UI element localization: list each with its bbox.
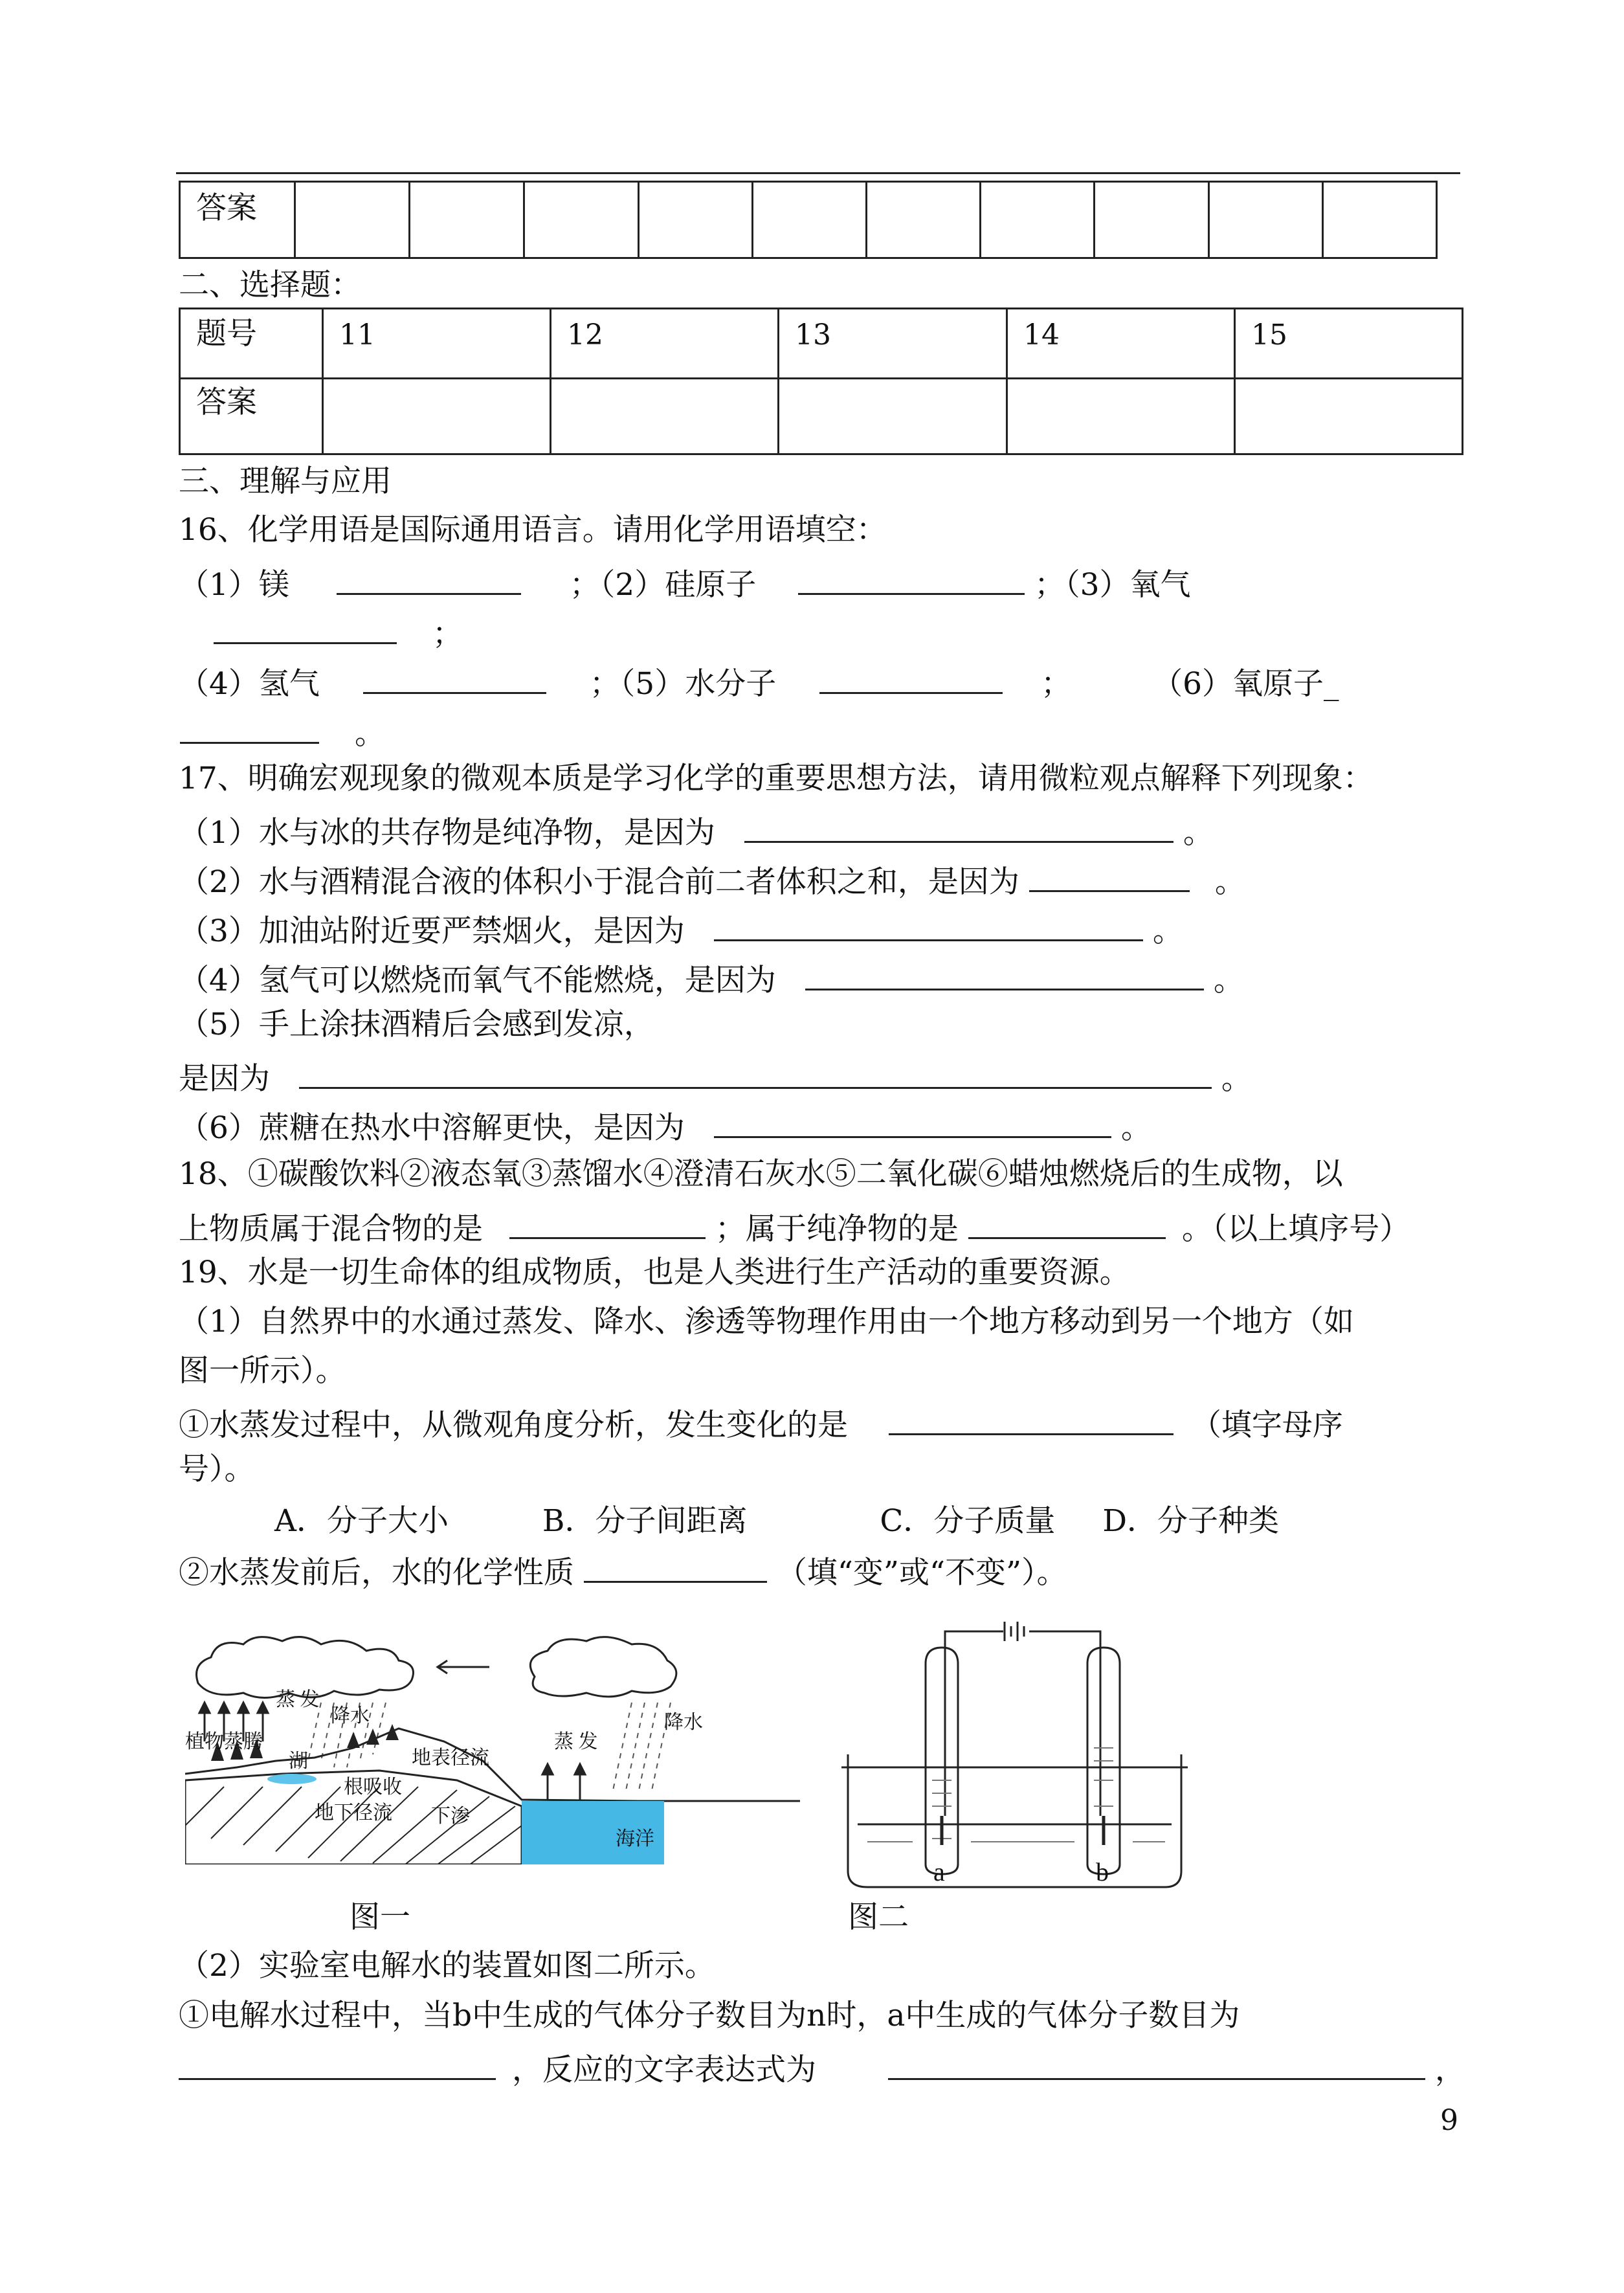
q19-blank-3[interactable] bbox=[179, 2050, 496, 2080]
q19-s3c: ， bbox=[1434, 2052, 1465, 2088]
q17-line-5: （5）手上涂抹酒精后会感到发凉， bbox=[179, 1007, 654, 1042]
answer-cell[interactable] bbox=[867, 182, 981, 258]
answer-cell[interactable] bbox=[1095, 182, 1209, 258]
q17-period: 。 bbox=[1221, 1061, 1252, 1097]
q16-part-4: （4）氢气 bbox=[179, 666, 320, 702]
q17-blank-5[interactable] bbox=[299, 1058, 1212, 1089]
answer-cell[interactable] bbox=[295, 182, 410, 258]
page-number: 9 bbox=[1440, 2104, 1458, 2137]
q17-blank-4[interactable] bbox=[805, 960, 1204, 990]
option-d: D．分子种类 bbox=[1102, 1503, 1280, 1539]
q17-blank-1[interactable] bbox=[744, 812, 1174, 843]
q17-period: 。 bbox=[1213, 963, 1244, 998]
q19-s2-line bbox=[179, 1552, 1067, 1591]
figure-electrolysis bbox=[841, 1618, 1191, 1890]
q18-line-2 bbox=[179, 1209, 1410, 1247]
q19-s2a: ②水蒸发前后，水的化学性质 bbox=[179, 1555, 574, 1591]
q19-stem: 19、水是一切生命体的组成物质，也是人类进行生产活动的重要资源。 bbox=[179, 1255, 1130, 1290]
figure-1-caption: 图一 bbox=[350, 1899, 410, 1935]
answer-cell[interactable] bbox=[981, 182, 1095, 258]
q18-part-c: 。（以上填序号） bbox=[1181, 1211, 1410, 1247]
answer-cell[interactable] bbox=[1209, 182, 1323, 258]
q18-blank-1[interactable] bbox=[509, 1209, 706, 1239]
q19-s1c: 号）。 bbox=[179, 1451, 255, 1487]
q18-line-1: 18、①碳酸饮料②液态氧③蒸馏水④澄清石灰水⑤二氧化碳⑥蜡烛燃烧后的生成物，以 bbox=[179, 1156, 1343, 1192]
option-b: B．分子间距离 bbox=[542, 1503, 748, 1539]
q17-part-4: （4）氢气可以燃烧而氧气不能燃烧，是因为 bbox=[179, 963, 776, 998]
answer-table-1 bbox=[179, 181, 1438, 259]
q17-line-6 bbox=[179, 1058, 1252, 1097]
q19-blank-4[interactable] bbox=[888, 2050, 1425, 2080]
top-rule bbox=[176, 172, 1460, 174]
lake bbox=[267, 1774, 317, 1784]
q17-blank-2[interactable] bbox=[1029, 862, 1190, 892]
answer-cell[interactable] bbox=[753, 182, 867, 258]
q16-line-1 bbox=[179, 565, 1191, 603]
q16-blank-3[interactable] bbox=[214, 614, 397, 644]
q17-period: 。 bbox=[1120, 1110, 1151, 1146]
q17-part-1: （1）水与冰的共存物是纯净物，是因为 bbox=[179, 815, 715, 851]
answer-cell[interactable] bbox=[323, 379, 551, 454]
label-evaporation: 蒸 发 bbox=[276, 1689, 320, 1710]
q19-p1-line-1: （1）自然界中的水通过蒸发、降水、渗透等物理作用由一个地方移动到另一个地方（如 bbox=[179, 1304, 1354, 1339]
q18-blank-2[interactable] bbox=[968, 1209, 1166, 1239]
label-ground-runoff: 地下径流 bbox=[315, 1802, 392, 1824]
answer-cell[interactable] bbox=[410, 182, 524, 258]
q17-line-7 bbox=[179, 1108, 1151, 1146]
q19-s3-line-2 bbox=[179, 2050, 1465, 2088]
q17-period: 。 bbox=[1152, 913, 1183, 949]
q19-p1-line-2: 图一所示）。 bbox=[179, 1353, 346, 1389]
q16-part-6: ； bbox=[1041, 666, 1072, 702]
q17-line-3 bbox=[179, 911, 1183, 949]
q16-blank-6[interactable] bbox=[180, 713, 319, 744]
question-number: 11 bbox=[323, 309, 551, 379]
answer-table-2 bbox=[179, 308, 1463, 455]
question-number: 13 bbox=[779, 309, 1007, 379]
label-surface-runoff: 地表径流 bbox=[412, 1747, 489, 1769]
q17-period: 。 bbox=[1214, 864, 1245, 900]
tube-label-a: a bbox=[933, 1857, 945, 1886]
q19-s2b: （填“变”或“不变”）。 bbox=[776, 1555, 1067, 1591]
q17-part-5b: 是因为 bbox=[179, 1061, 270, 1097]
q16-line-4 bbox=[180, 713, 385, 752]
q19-s1a: ①水蒸发过程中，从微观角度分析，发生变化的是 bbox=[179, 1407, 848, 1443]
q18-part-b: ；属于纯净物的是 bbox=[715, 1211, 959, 1247]
q16-part-3: ；（3）氧气 bbox=[1034, 567, 1191, 603]
option-a: A．分子大小 bbox=[274, 1503, 449, 1539]
q18-part-a: 上物质属于混合物的是 bbox=[179, 1211, 483, 1247]
label-ocean: 海洋 bbox=[616, 1828, 654, 1850]
q17-part-3: （3）加油站附近要严禁烟火，是因为 bbox=[179, 913, 685, 949]
label-precipitation: 降水 bbox=[331, 1705, 370, 1727]
figure-water-cycle bbox=[185, 1631, 800, 1864]
q16-blank-1[interactable] bbox=[337, 565, 521, 595]
q16-blank-5[interactable] bbox=[819, 664, 1003, 694]
answer-cell[interactable] bbox=[639, 182, 753, 258]
label-root-absorption: 根吸收 bbox=[344, 1776, 402, 1798]
q17-line-4 bbox=[179, 960, 1244, 996]
q16-end: 。 bbox=[354, 716, 385, 752]
q16-blank-2[interactable] bbox=[798, 565, 1025, 595]
q16-part-3-end: ； bbox=[432, 616, 463, 652]
q19-s1b: （填字母序 bbox=[1190, 1407, 1343, 1443]
q19-s3b: ，反应的文字表达式为 bbox=[511, 2052, 816, 2088]
q16-part-2: ；（2）硅原子 bbox=[569, 567, 757, 603]
question-number: 14 bbox=[1007, 309, 1235, 379]
label-precipitation-2: 降水 bbox=[664, 1712, 703, 1733]
q19-p2: （2）实验室电解水的装置如图二所示。 bbox=[179, 1948, 715, 1984]
label-lake: 湖 bbox=[289, 1751, 308, 1772]
answer-label: 答案 bbox=[180, 379, 323, 454]
question-number: 12 bbox=[551, 309, 779, 379]
label-evaporation-2: 蒸 发 bbox=[554, 1731, 598, 1752]
q17-part-2: （2）水与酒精混合液的体积小于混合前二者体积之和，是因为 bbox=[179, 864, 1019, 900]
question-number-label: 题号 bbox=[180, 309, 323, 379]
q16-line-3 bbox=[179, 664, 1339, 702]
q17-line-2 bbox=[179, 862, 1245, 900]
figure-2-caption: 图二 bbox=[848, 1899, 909, 1935]
section-3-title: 三、理解与应用 bbox=[179, 464, 392, 499]
q16-part-6b: （6）氧原子_ bbox=[1152, 666, 1339, 702]
q17-stem: 17、明确宏观现象的微观本质是学习化学的重要思想方法，请用微粒观点解释下列现象： bbox=[179, 761, 1374, 796]
q17-part-6: （6）蔗糖在热水中溶解更快，是因为 bbox=[179, 1110, 685, 1146]
q17-blank-6[interactable] bbox=[714, 1108, 1111, 1138]
question-number: 15 bbox=[1235, 309, 1463, 379]
q19-s3-line-1: ①电解水过程中，当b中生成的气体分子数目为n时，a中生成的气体分子数目为 bbox=[179, 1998, 1240, 2033]
label-transpiration: 植物蒸腾 bbox=[185, 1731, 263, 1752]
label-infiltration: 下渗 bbox=[431, 1806, 470, 1827]
q19-s1-line bbox=[179, 1405, 1343, 1443]
answer-row-label: 答案 bbox=[180, 182, 295, 258]
answer-cell[interactable] bbox=[1323, 182, 1437, 258]
q16-blank-4[interactable] bbox=[363, 664, 546, 694]
answer-cell[interactable] bbox=[779, 379, 1007, 454]
q16-part-1: （1）镁 bbox=[179, 567, 289, 603]
q19-options bbox=[274, 1503, 1280, 1539]
q17-period: 。 bbox=[1183, 815, 1214, 851]
answer-cell[interactable] bbox=[1235, 379, 1463, 454]
q17-line-1 bbox=[179, 812, 1214, 851]
q19-blank-1[interactable] bbox=[889, 1405, 1174, 1435]
q17-blank-3[interactable] bbox=[714, 911, 1143, 941]
q16-stem: 16、化学用语是国际通用语言。请用化学用语填空： bbox=[179, 512, 887, 548]
option-c: C．分子质量 bbox=[880, 1503, 1056, 1539]
q19-blank-2[interactable] bbox=[584, 1552, 767, 1583]
q16-line-2 bbox=[214, 614, 463, 652]
q16-part-5: ；（5）水分子 bbox=[589, 666, 777, 702]
answer-cell[interactable] bbox=[551, 379, 779, 454]
answer-cell[interactable] bbox=[524, 182, 639, 258]
section-2-title: 二、选择题： bbox=[179, 267, 361, 303]
answer-cell[interactable] bbox=[1007, 379, 1235, 454]
tube-label-b: b bbox=[1096, 1857, 1109, 1886]
